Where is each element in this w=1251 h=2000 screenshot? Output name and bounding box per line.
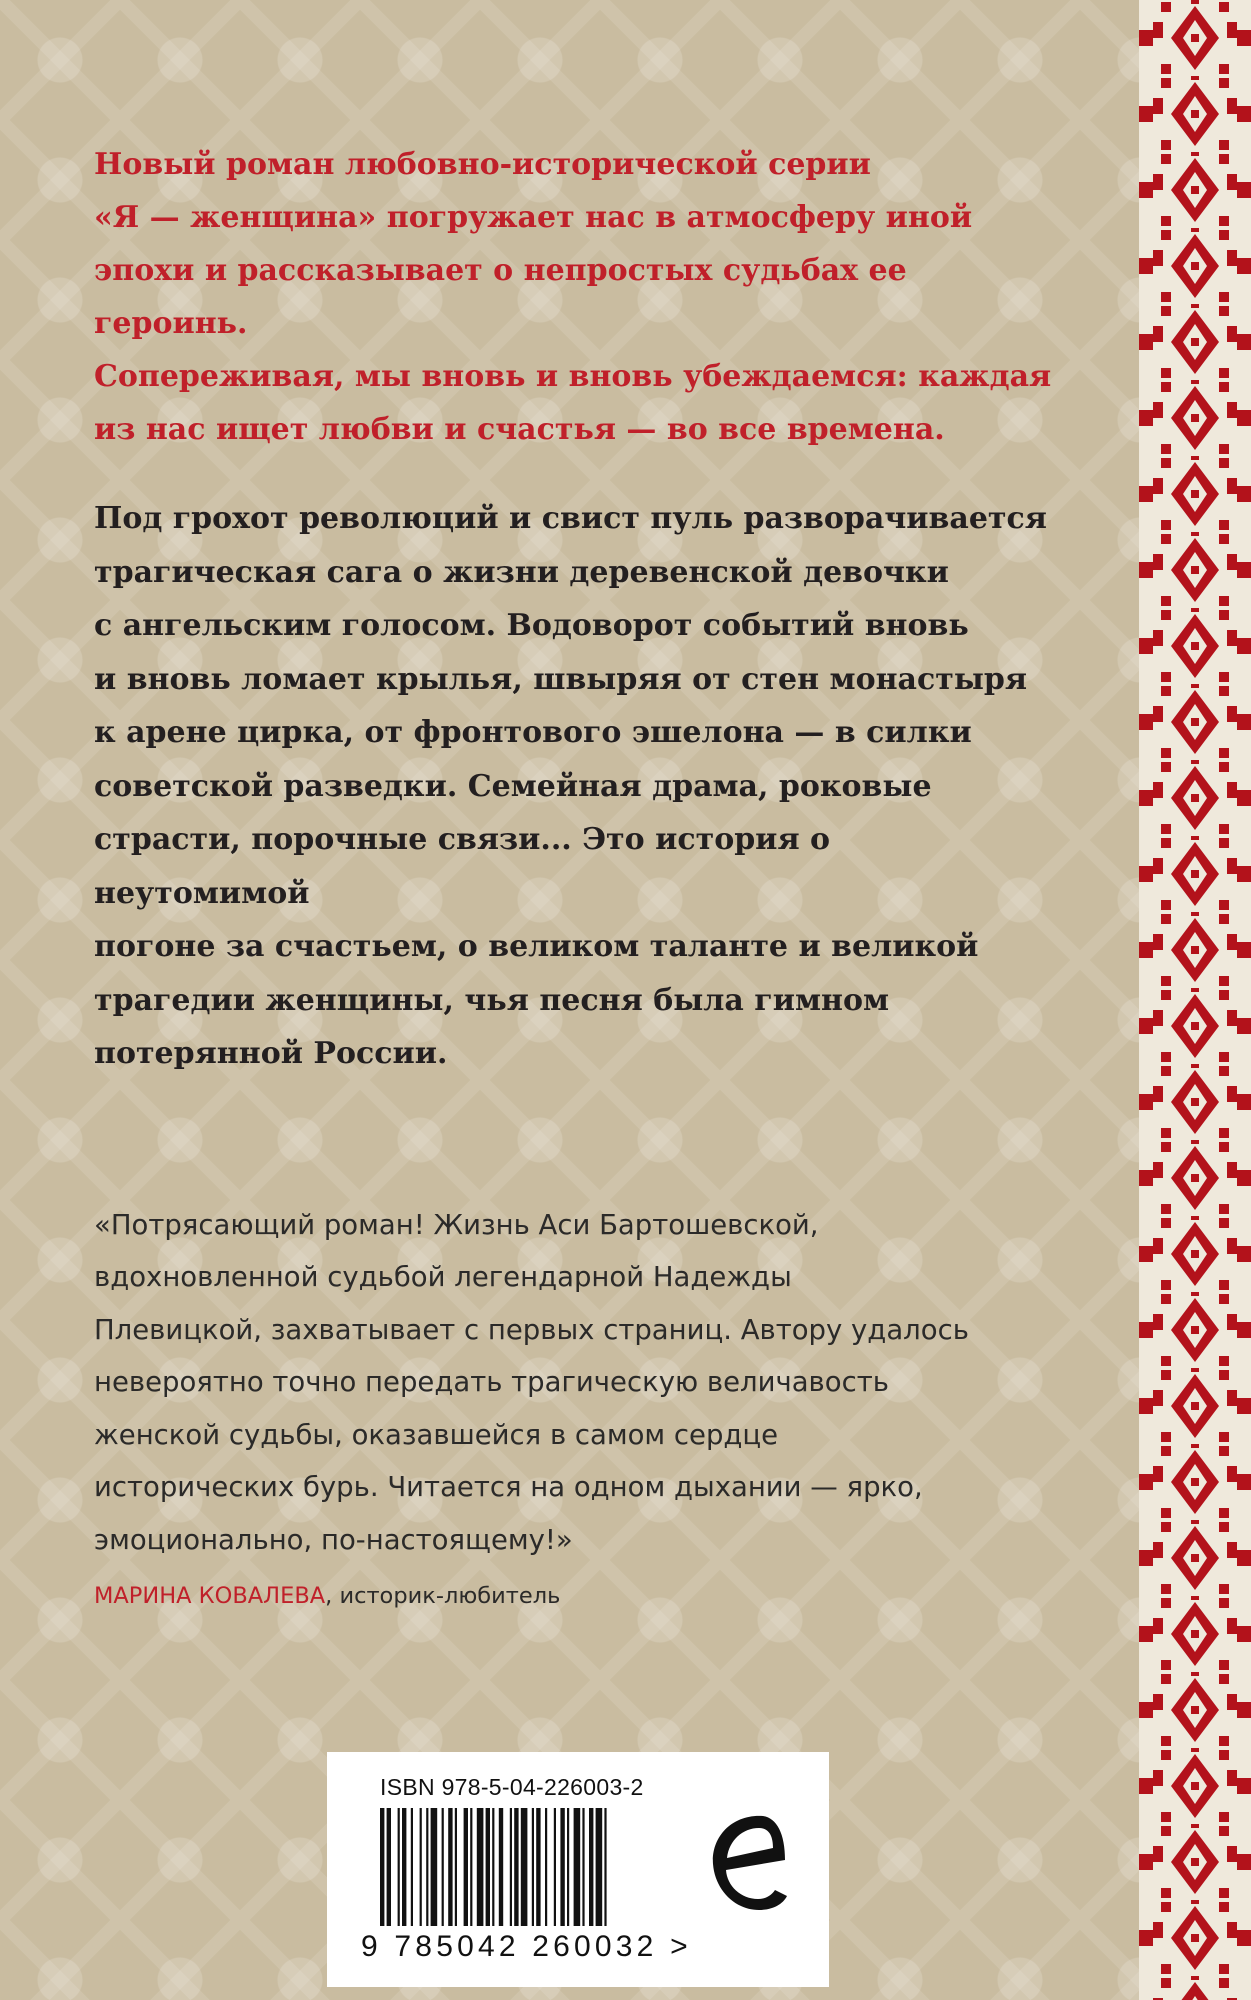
synopsis-line: Под грохот революций и свист пуль разворачивается xyxy=(94,501,1047,536)
intro-line: Новый роман любовно-исторической серии xyxy=(94,147,871,182)
synopsis-line: погоне за счастьем, о великом таланте и великой xyxy=(94,929,979,964)
synopsis-line: страсти, порочные связи... Это история о неутомимой xyxy=(94,822,831,911)
review-line: невероятно точно передать трагическую величавость xyxy=(94,1366,889,1398)
intro-line: «Я — женщина» погружает нас в атмосферу иной xyxy=(94,200,973,235)
reviewer-name: МАРИНА КОВАЛЕВА xyxy=(94,1583,326,1609)
review-line: эмоционально, по-настоящему!» xyxy=(94,1523,573,1556)
synopsis-line: трагедии женщины, чья песня была гимном xyxy=(94,982,890,1018)
review-line: Плевицкой, захватывает с первых страниц. Автору удалось xyxy=(94,1313,969,1346)
text-area xyxy=(94,138,1054,1616)
ornamental-border xyxy=(1139,0,1251,2000)
series-intro xyxy=(94,138,1054,456)
review-quote xyxy=(94,1199,1054,1567)
isbn-number: ISBN 978-5-04-226003-2 xyxy=(380,1774,644,1800)
review-line: вдохновленной судьбой легендарной Надежды xyxy=(94,1261,792,1293)
review-line: исторических бурь. Читается на одном дыхании — ярко, xyxy=(94,1471,923,1503)
barcode-icon xyxy=(380,1808,670,1926)
intro-line: эпохи и рассказывает о непростых судьбах ее героинь. xyxy=(94,253,907,341)
synopsis-line: с ангельским голосом. Водоворот событий вновь xyxy=(94,608,969,643)
intro-line: Сопереживая, мы вновь и вновь убеждаемся: каждая xyxy=(94,359,1052,394)
synopsis-line: и вновь ломает крылья, швыряя от стен монастыря xyxy=(94,661,1028,697)
synopsis-line: трагическая сага о жизни деревенской девочки xyxy=(94,554,949,590)
ean-digits: 9 785042 260032 > xyxy=(361,1930,692,1963)
eksmo-logo-icon xyxy=(701,1804,793,1924)
review-line: женской судьбы, оказавшейся в самом сердце xyxy=(94,1418,779,1451)
barcode-panel xyxy=(327,1752,829,1987)
intro-line: из нас ищет любви и счастья — во все времена. xyxy=(94,412,945,447)
synopsis-line: к арене цирка, от фронтового эшелона — в силки xyxy=(94,715,972,750)
ornament-icon xyxy=(1139,0,1251,2000)
synopsis-line: потерянной России. xyxy=(94,1036,448,1071)
reviewer-role: , историк-любитель xyxy=(325,1583,561,1609)
synopsis xyxy=(94,492,1054,1081)
synopsis-line: советской разведки. Семейная драма, роковые xyxy=(94,768,932,804)
review-attribution xyxy=(94,1576,1054,1616)
review-line: «Потрясающий роман! Жизнь Аси Бартошевской, xyxy=(94,1208,819,1241)
